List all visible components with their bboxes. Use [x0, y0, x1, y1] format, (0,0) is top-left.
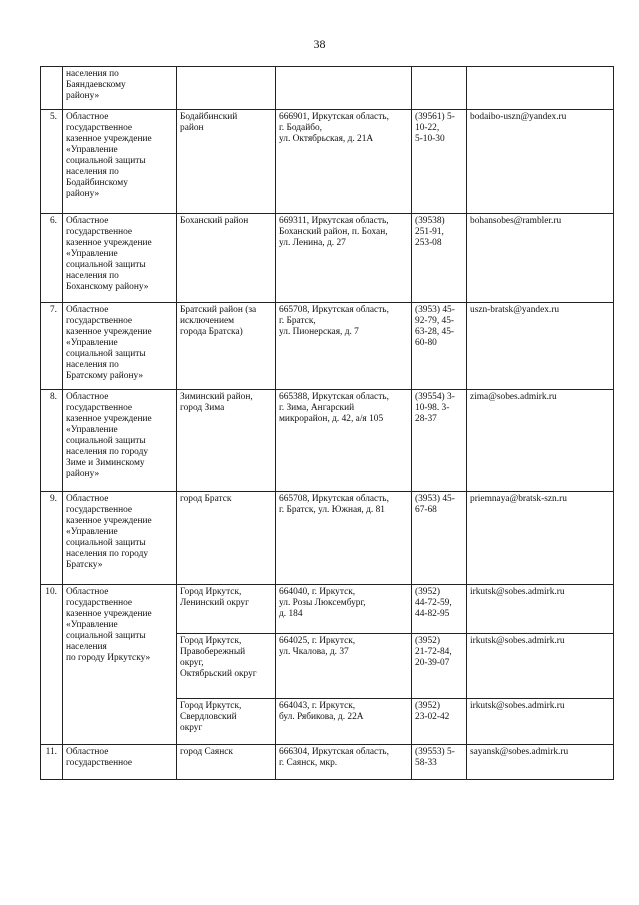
table-row — [41, 67, 614, 110]
phone-numbers: (3952) 44-72-59, 44-82-95 — [412, 585, 467, 634]
phone-numbers: (39554) 3- 10-98. 3- 28-37 — [412, 390, 467, 492]
phone-numbers: (39553) 5- 58-33 — [412, 745, 467, 780]
service-area: Город Иркутск, Правобережный округ, Октябрьский округ — [177, 634, 276, 699]
email-address: zima@sobes.admirk.ru — [467, 390, 614, 492]
row-number: 9. — [41, 492, 63, 585]
organization-name: Областное государственное казенное учреждение «Управление социальной защиты населения по Бодайбинскому району» — [63, 110, 177, 214]
row-number: 11. — [41, 745, 63, 780]
service-area: Город Иркутск, Свердловский округ — [177, 699, 276, 745]
page-number: 38 — [313, 37, 326, 51]
table-row — [41, 303, 614, 390]
phone-numbers: (3952) 21-72-84, 20-39-07 — [412, 634, 467, 699]
row-number: 8. — [41, 390, 63, 492]
row-number: 6. — [41, 214, 63, 303]
organization-name: Областное государственное казенное учреждение «Управление социальной защиты населения по городу Зиме и Зиминскому району» — [63, 390, 177, 492]
organization-name: населения по Баяндаевскому району» — [63, 67, 177, 110]
table-row — [41, 214, 614, 303]
email-address: irkutsk@sobes.admirk.ru — [467, 699, 614, 745]
postal-address: 665708, Иркутская область, г. Братск, ул. Южная, д. 81 — [276, 492, 412, 585]
postal-address — [276, 67, 412, 110]
postal-address: 665388, Иркутская область, г. Зима, Ангарский микрорайон, д. 42, а/я 105 — [276, 390, 412, 492]
service-area: город Саянск — [177, 745, 276, 780]
organization-name: Областное государственное казенное учреждение «Управление социальной защиты населения по городу Иркутску» — [63, 585, 177, 745]
phone-numbers: (3952) 23-02-42 — [412, 699, 467, 745]
service-area: Боханский район — [177, 214, 276, 303]
email-address: bodaibo-uszn@yandex.ru — [467, 110, 614, 214]
organization-name: Областное государственное казенное учреждение «Управление социальной защиты населения по городу Братску» — [63, 492, 177, 585]
email-address: uszn-bratsk@yandex.ru — [467, 303, 614, 390]
service-area: Город Иркутск, Ленинский округ — [177, 585, 276, 634]
table-row — [41, 745, 614, 780]
postal-address: 666304, Иркутская область, г. Саянск, мкр. — [276, 745, 412, 780]
service-area: Братский район (за исключением города Братска) — [177, 303, 276, 390]
email-address: priemnaya@bratsk-szn.ru — [467, 492, 614, 585]
table-row — [41, 492, 614, 585]
postal-address: 664025, г. Иркутск, ул. Чкалова, д. 37 — [276, 634, 412, 699]
row-number — [41, 67, 63, 110]
institutions-table — [40, 66, 614, 780]
row-number: 10. — [41, 585, 63, 745]
postal-address: 664043, г. Иркутск, бул. Рябикова, д. 22А — [276, 699, 412, 745]
postal-address: 664040, г. Иркутск, ул. Розы Люксембург, д. 184 — [276, 585, 412, 634]
postal-address: 665708, Иркутская область, г. Братск, ул. Пионерская, д. 7 — [276, 303, 412, 390]
organization-name: Областное государственное казенное учреждение «Управление социальной защиты населения по Боханскому району» — [63, 214, 177, 303]
organization-name: Областное государственное казенное учреждение «Управление социальной защиты населения по Братскому району» — [63, 303, 177, 390]
email-address: sayansk@sobes.admirk.ru — [467, 745, 614, 780]
organization-name: Областное государственное — [63, 745, 177, 780]
service-area: город Братск — [177, 492, 276, 585]
table-row — [41, 585, 614, 634]
row-number: 5. — [41, 110, 63, 214]
email-address: bohansobes@rambler.ru — [467, 214, 614, 303]
email-address — [467, 67, 614, 110]
phone-numbers: (39561) 5- 10-22, 5-10-30 — [412, 110, 467, 214]
phone-numbers: (3953) 45- 67-68 — [412, 492, 467, 585]
service-area: Бодайбинский район — [177, 110, 276, 214]
row-number: 7. — [41, 303, 63, 390]
service-area: Зиминский район, город Зима — [177, 390, 276, 492]
phone-numbers — [412, 67, 467, 110]
phone-numbers: (3953) 45- 92-79, 45- 63-28, 45- 60-80 — [412, 303, 467, 390]
table-row — [41, 390, 614, 492]
service-area — [177, 67, 276, 110]
table-row — [41, 110, 614, 214]
email-address: irkutsk@sobes.admirk.ru — [467, 634, 614, 699]
postal-address: 666901, Иркутская область, г. Бодайбо, ул. Октябрьская, д. 21А — [276, 110, 412, 214]
postal-address: 669311, Иркутская область, Боханский район, п. Бохан, ул. Ленина, д. 27 — [276, 214, 412, 303]
email-address: irkutsk@sobes.admirk.ru — [467, 585, 614, 634]
phone-numbers: (39538) 251-91, 253-08 — [412, 214, 467, 303]
